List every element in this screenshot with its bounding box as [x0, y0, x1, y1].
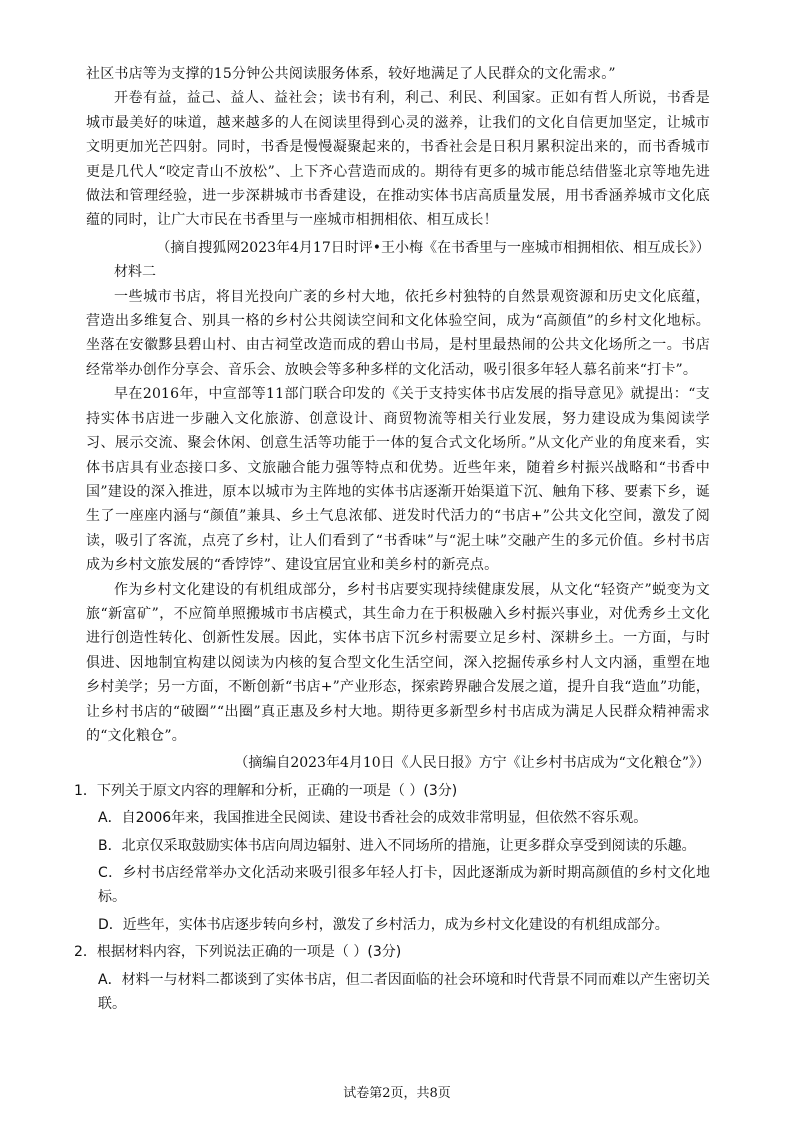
material2-heading: 材料二 — [114, 264, 156, 281]
question-1-number: 1． — [74, 782, 97, 799]
question-2-number: 2． — [74, 944, 97, 961]
material2-paragraph-2: 早在2016年，中宣部等11部门联合印发的《关于支持实体书店发展的指导意见》就提出：“支持实体书店进一步融入文化旅游、创意设计、商贸物流等相关行业发展，努力建设成为集阅读学习、展示交流、聚会休闲、创意生活等功能于一体的复合式文化场所。”从文化产业的角度来看，实体书店具有业态接口多、文旅融合能力强等特点和优势。近些年来，随着乡村振兴战略和“书香中国”建设的深入推进，原本以城市为主阵地的实体书店逐渐开始渠道下沉、触角下移、要素下乡，诞生了一座座内涵与“颜值”兼具、乡土气息浓郁、迸发时代活力的“书店+”公共文化空间，激发了阅读，吸引了客流，点亮了乡村，让人们看到了“书香味”与“泥土味”交融产生的多元价值。乡村书店成为乡村文旅发展的“香饽饽”、建设宜居宜业和美乡村的新亮点。 — [86, 386, 710, 574]
page-footer: 试卷第2页，共8页 — [343, 1086, 451, 1101]
question-2 — [74, 940, 710, 964]
material2-paragraph-3: 作为乡村文化建设的有机组成部分，乡村书店要实现持续健康发展，从文化“轻资产”蜕变为文旅“新富矿”，不应简单照搬城市书店模式，其生命力在于积极融入乡村振兴事业，对优秀乡土文化进行创造性转化、创新性发展。因此，实体书店下沉乡村需要立足乡村、深耕乡土。一方面，与时俱进、因地制宜构建以阅读为内核的复合型文化生活空间，深入挖掘传承乡村人文内涵，重塑在地乡村美学；另一方面，不断创新“书店+”产业形态，探索跨界融合发展之道，提升自我“造血”功能，让乡村书店的“破圈”“出圈”真正惠及乡村大地。期待更多新型乡村书店成为满足人民群众精神需求的“文化粮仓”。 — [86, 581, 710, 744]
question-2-stem: 根据材料内容，下列说法正确的一项是（ ）(3分) — [96, 944, 402, 961]
question-1 — [74, 779, 710, 803]
question-2-option-a: A．材料一与材料二都谈到了实体书店，但二者因面临的社会环境和时代背景不同而难以产生密切关联。 — [98, 971, 710, 1013]
material1-paragraph: 开卷有益，益己、益人、益社会；读书有利，利己、利民、利国家。正如有哲人所说，书香是城市最美好的味道，越来越多的人在阅读里得到心灵的滋养，让我们的文化自信更加坚定，让城市文明更加光芒四射。同时，书香是慢慢凝聚起来的，书香社会是日积月累积淀出来的，而书香城市更是几代人“咬定青山不放松”、上下齐心营造而成的。期待有更多的城市能总结借鉴北京等地先进做法和管理经验，进一步深耕城市书香建设，在推动实体书店高质量发展，用书香涵养城市文化底蕴的同时，让广大市民在书香里与一座城市相拥相依、相互成长！ — [86, 90, 710, 229]
question-1-option-c: C．乡村书店经常举办文化活动来吸引很多年轻人打卡，因此逐渐成为新时期高颜值的乡村文化地标。 — [98, 865, 710, 906]
material1-continued-text: 社区书店等为支撑的15分钟公共阅读服务体系，较好地满足了人民群众的文化需求。” — [86, 66, 616, 82]
material1-source: （摘自搜狐网2023年4月17日时评•王小梅《在书香里与一座城市相拥相依、相互成长》） — [156, 239, 710, 256]
question-1-option-a: A．自2006年来，我国推进全民阅读、建设书香社会的成效非常明显，但依然不容乐观。 — [98, 810, 648, 827]
material2-source: （摘编自2023年4月10日《人民日报》方宁《让乡村书店成为“文化粮仓”》） — [234, 755, 710, 772]
question-1-stem: 下列关于原文内容的理解和分析，正确的一项是（ ）(3分) — [96, 782, 458, 799]
page-content — [74, 62, 710, 1016]
material2-paragraph-1: 一些城市书店，将目光投向广袤的乡村大地，依托乡村独特的自然景观资源和历史文化底蕴，营造出多维复合、别具一格的乡村公共阅读空间和文化体验空间，成为“高颜值”的乡村文化地标。坐落在安徽黟县碧山村、由古祠堂改造而成的碧山书局，是村里最热闹的公共文化场所之一。书店经常举办创作分享会、音乐会、放映会等多种多样的文化活动，吸引很多年轻人慕名前来“打卡”。 — [86, 288, 710, 378]
question-1-option-d: D．近些年，实体书店逐步转向乡村，激发了乡村活力，成为乡村文化建设的有机组成部分。 — [98, 916, 669, 933]
question-1-option-b: B．北京仅采取鼓励实体书店向周边辐射、进入不同场所的措施，让更多群众享受到阅读的乐趣。 — [98, 837, 696, 854]
